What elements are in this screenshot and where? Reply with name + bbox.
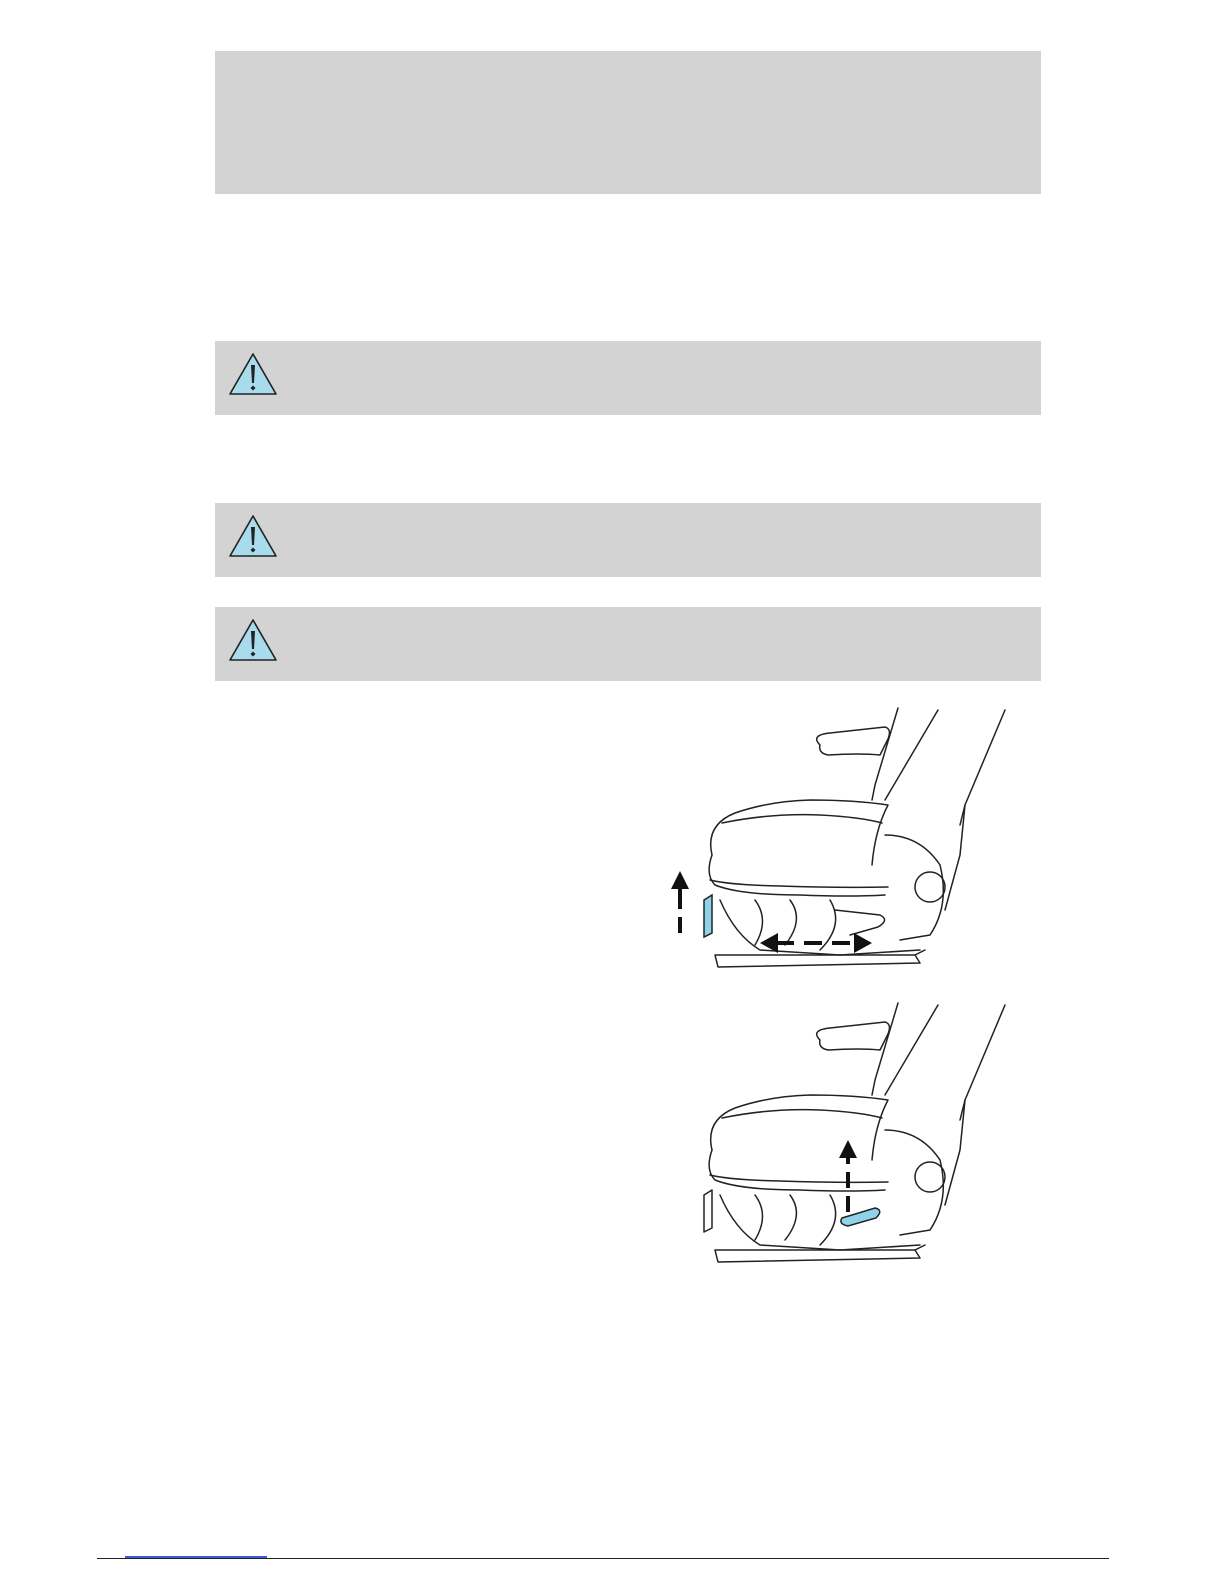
seat-recliner-illustration: [660, 1000, 1010, 1270]
warning-triangle-icon: [227, 617, 279, 663]
warning-box-2: [215, 503, 1041, 577]
warning-box-1: [215, 341, 1041, 415]
footer-link-underline[interactable]: [125, 1556, 267, 1558]
footer-rule: [97, 1558, 1109, 1559]
seat-fore-aft-illustration: [660, 705, 1010, 975]
warning-box-3: [215, 607, 1041, 681]
warning-triangle-icon: [227, 513, 279, 559]
header-gray-box: [215, 51, 1041, 194]
warning-triangle-icon: [227, 351, 279, 397]
